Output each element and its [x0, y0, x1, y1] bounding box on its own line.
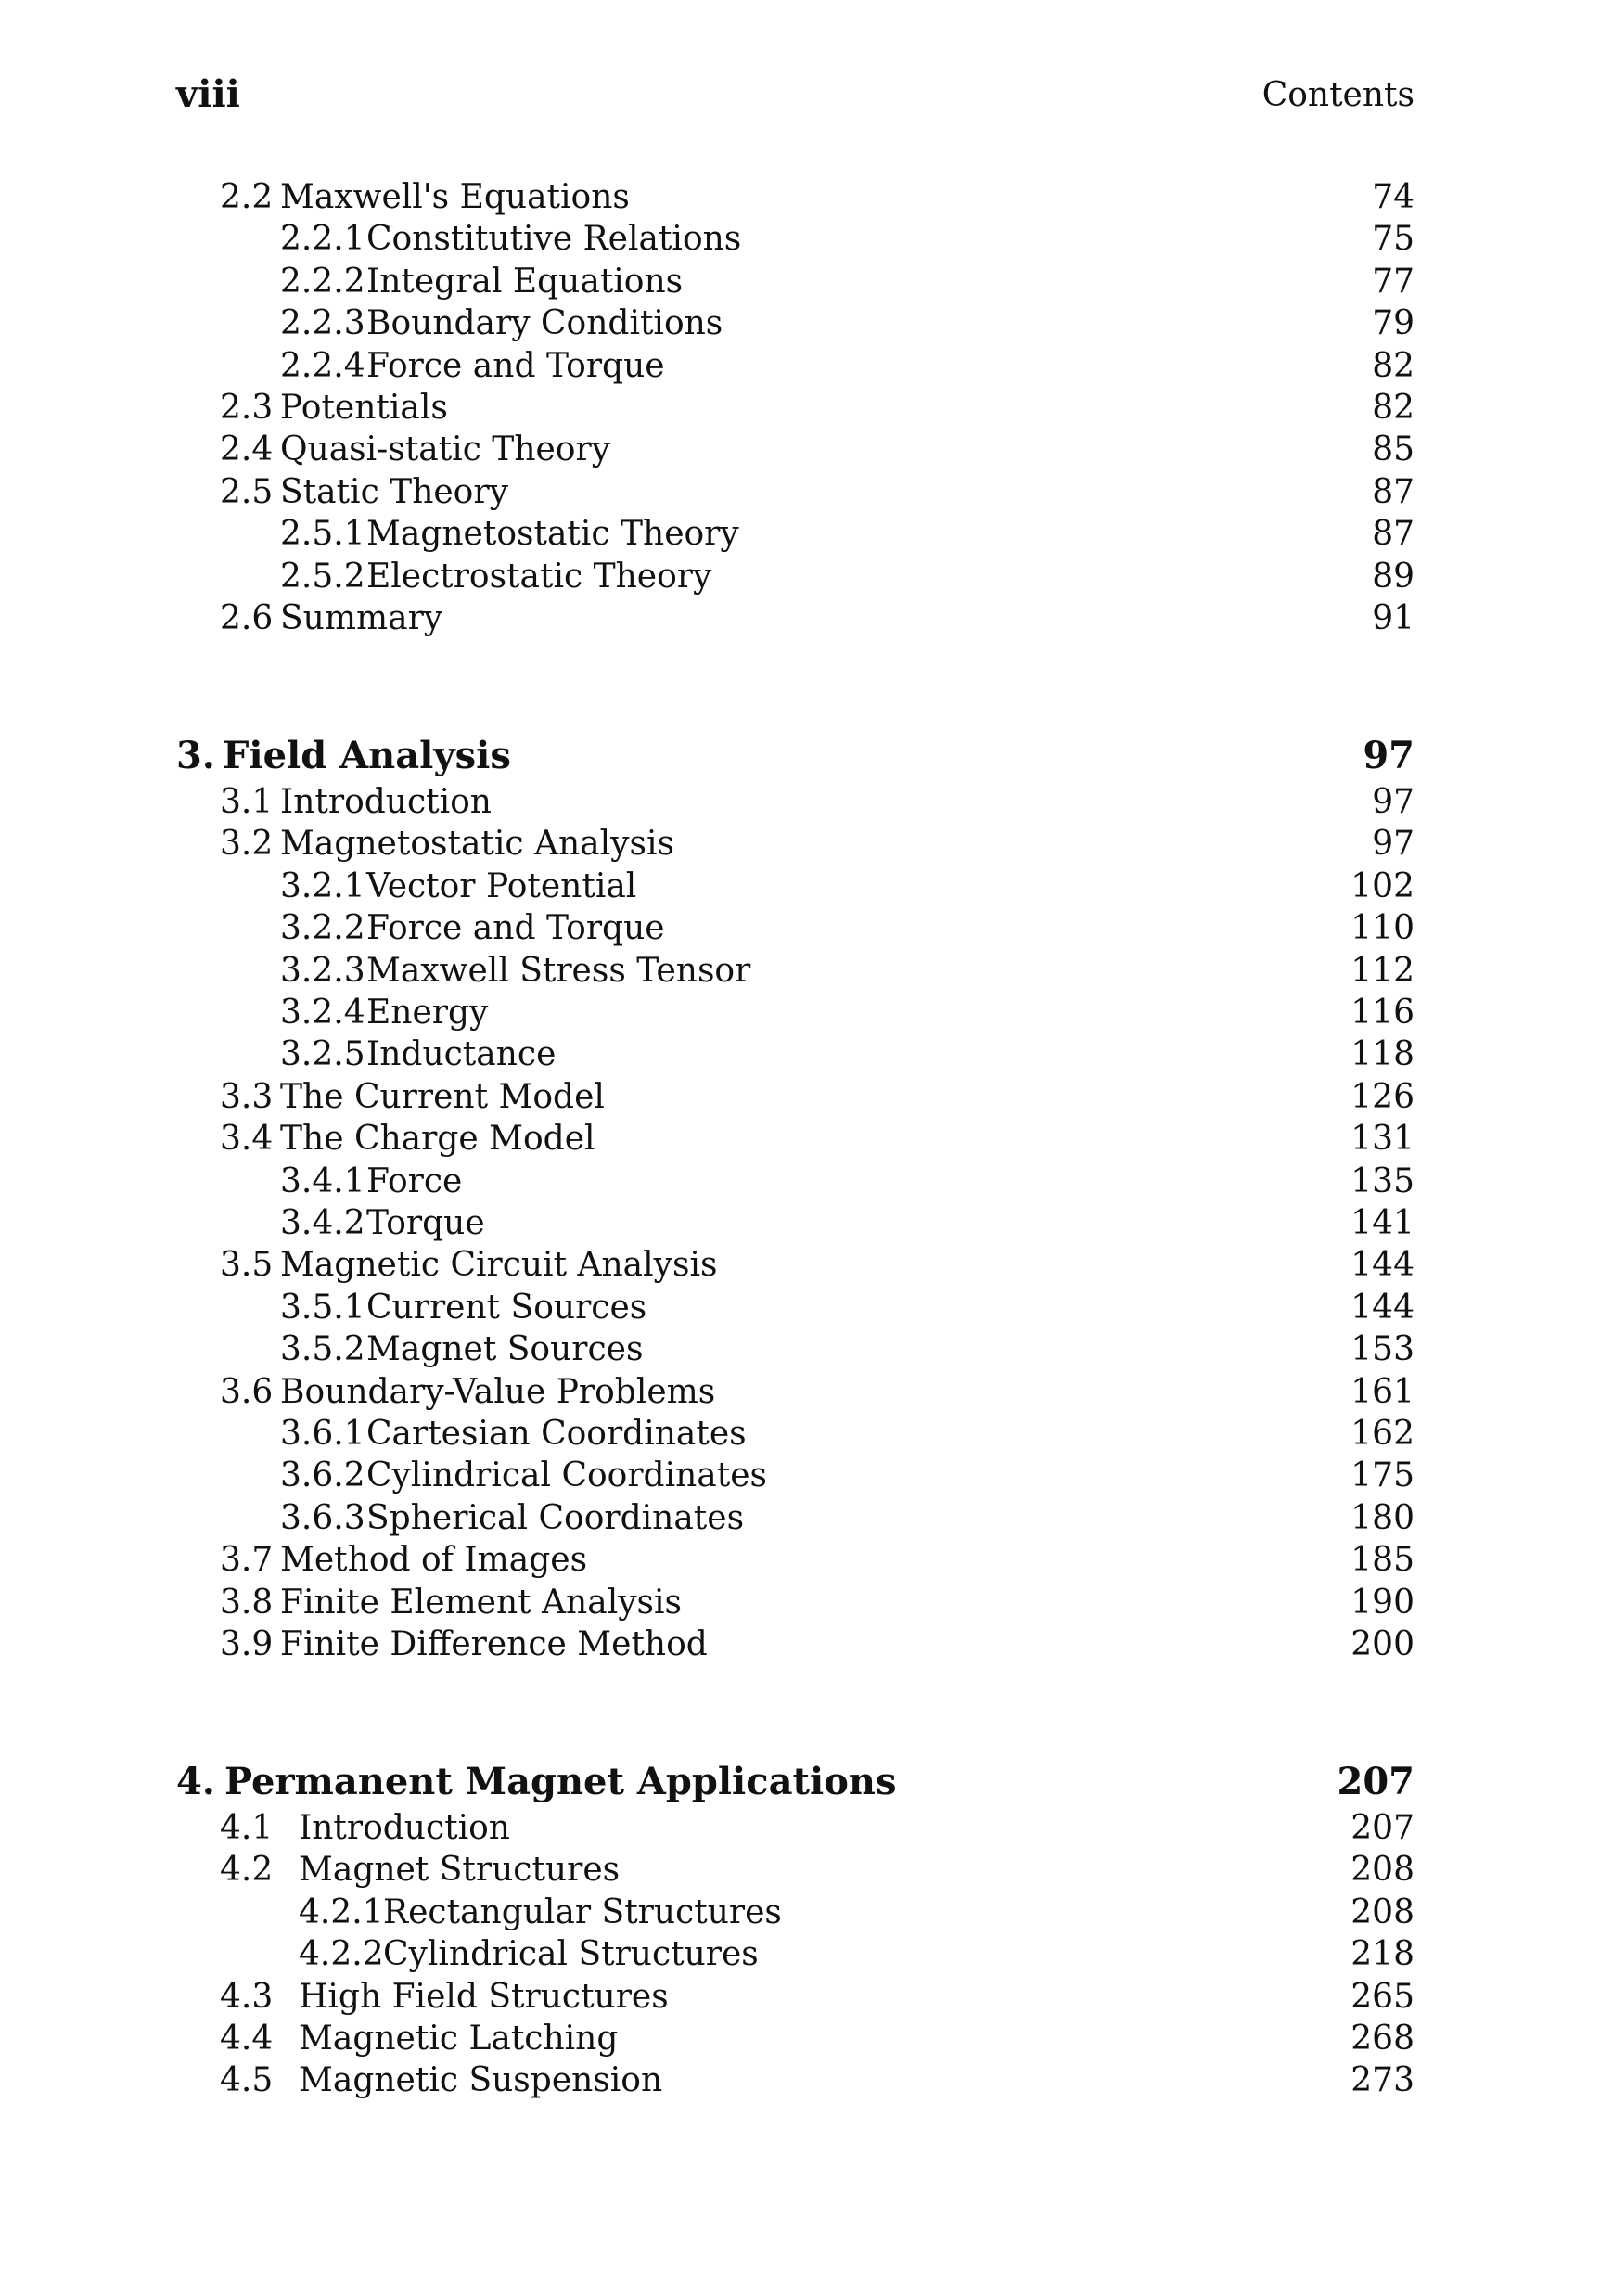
toc-entry-title: Force [366, 1161, 463, 1200]
toc-entry-title: Magnetostatic Theory [366, 515, 739, 554]
toc-chapter-heading[interactable] [0, 735, 1600, 777]
toc-entry[interactable] [0, 1076, 1600, 1119]
toc-entry-title: Cartesian Coordinates [366, 1415, 747, 1453]
toc-entry-title: Summary [280, 599, 443, 637]
toc-entry-number: 3.6.3 [280, 1498, 365, 1537]
toc-entry[interactable] [0, 950, 1600, 993]
toc-entry-number: 3.5.2 [280, 1330, 365, 1369]
toc-entry-page: 268 [1350, 2020, 1414, 2058]
toc-entry[interactable] [0, 992, 1600, 1034]
toc-entry-number: 3.2 [220, 825, 274, 864]
toc-entry-number: 3.6.2 [280, 1456, 365, 1495]
toc-entry-page: 75 [1372, 220, 1414, 259]
toc-entry[interactable] [0, 302, 1600, 345]
toc-entry-number: 3.2.1 [280, 866, 365, 905]
toc-entry-page: 89 [1372, 557, 1414, 596]
toc-entry-number: 3. [176, 734, 215, 777]
toc-entry-page: 97 [1363, 734, 1414, 777]
toc-entry-number: 4.2 [220, 1851, 274, 1890]
toc-entry-title: Finite Difference Method [280, 1625, 708, 1663]
toc-entry[interactable] [0, 597, 1600, 640]
toc-entry-page: 91 [1372, 599, 1414, 637]
toc-entry[interactable] [0, 1497, 1600, 1540]
running-title: Contents [1261, 76, 1414, 114]
toc-entry-page: 207 [1337, 1760, 1414, 1803]
toc-entry-title: Maxwell's Equations [280, 178, 630, 216]
toc-entry-number: 4.1 [220, 1809, 274, 1847]
toc-entry-title: Boundary Conditions [366, 304, 723, 343]
toc-entry-page: 82 [1372, 389, 1414, 427]
toc-entry-page: 273 [1350, 2061, 1414, 2100]
toc-entry-page: 110 [1350, 909, 1414, 948]
toc-entry-number: 3.4 [220, 1120, 274, 1159]
toc-entry-number: 2.2.1 [280, 220, 365, 259]
toc-entry-title: Magnetic Circuit Analysis [280, 1246, 718, 1285]
toc-entry-number: 2.2.4 [280, 346, 365, 385]
toc-entry-title: Inductance [366, 1035, 557, 1074]
toc-entry-number: 2.5.2 [280, 557, 365, 596]
toc-entry-page: 208 [1350, 1892, 1414, 1931]
toc-entry[interactable] [0, 1244, 1600, 1287]
toc-entry-number: 2.2.2 [280, 262, 365, 301]
toc-entry[interactable] [0, 781, 1600, 824]
toc-entry[interactable] [0, 1976, 1600, 2019]
toc-entry-page: 118 [1350, 1035, 1414, 1074]
toc-entry[interactable] [0, 1328, 1600, 1371]
toc-entry-page: 218 [1350, 1935, 1414, 1974]
toc-entry-page: 131 [1350, 1120, 1414, 1159]
toc-entry-page: 265 [1350, 1977, 1414, 2016]
toc-entry-number: 3.2.2 [280, 909, 365, 948]
toc-entry-title: Cylindrical Coordinates [366, 1456, 767, 1495]
toc-entry-title: Magnetic Latching [299, 2020, 619, 2058]
toc-entry[interactable] [0, 1455, 1600, 1497]
toc-entry[interactable] [0, 556, 1600, 598]
toc-entry[interactable] [0, 1371, 1600, 1414]
toc-entry-page: 144 [1350, 1288, 1414, 1327]
toc-entry[interactable] [0, 1033, 1600, 1076]
toc-entry-page: 85 [1372, 430, 1414, 469]
toc-entry[interactable] [0, 1202, 1600, 1245]
toc-entry[interactable] [0, 1118, 1600, 1161]
toc-entry-page: 190 [1350, 1583, 1414, 1622]
toc-entry-page: 175 [1350, 1456, 1414, 1495]
toc-entry-number: 3.9 [220, 1625, 274, 1663]
toc-entry-title: Vector Potential [366, 866, 637, 905]
toc-entry-title: High Field Structures [299, 1977, 669, 2016]
toc-entry-number: 3.2.5 [280, 1035, 365, 1074]
toc-entry[interactable] [0, 907, 1600, 950]
toc-entry-page: 153 [1350, 1330, 1414, 1369]
toc-entry-page: 208 [1350, 1851, 1414, 1890]
toc-entry[interactable] [0, 823, 1600, 866]
toc-entry-number: 3.6.1 [280, 1415, 365, 1453]
toc-entry-number: 4. [176, 1760, 215, 1803]
toc-entry[interactable] [0, 1807, 1600, 1850]
toc-entry-number: 3.8 [220, 1583, 274, 1622]
toc-entry-page: 102 [1350, 866, 1414, 905]
toc-entry-number: 3.5 [220, 1246, 274, 1285]
toc-entry-number: 3.2.3 [280, 951, 365, 990]
toc-entry-title: Introduction [280, 783, 492, 821]
toc-entry-title: Method of Images [280, 1541, 588, 1580]
toc-entry-number: 3.2.4 [280, 994, 365, 1032]
toc-entry-title: Magnetostatic Analysis [280, 825, 674, 864]
toc-entry-title: Quasi-static Theory [280, 430, 611, 469]
toc-entry-title: Field Analysis [223, 734, 511, 777]
toc-entry-page: 87 [1372, 515, 1414, 554]
toc-entry-number: 2.4 [220, 430, 274, 469]
toc-entry-number: 3.6 [220, 1372, 274, 1411]
toc-chapter-heading[interactable] [0, 1761, 1600, 1803]
toc-entry-title: Integral Equations [366, 262, 684, 301]
toc-entry-title: Static Theory [280, 472, 508, 511]
toc-entry-title: Spherical Coordinates [366, 1498, 745, 1537]
toc-entry-title: Magnet Structures [299, 1851, 621, 1890]
toc-entry-title: Force and Torque [366, 909, 665, 948]
toc-entry[interactable] [0, 176, 1600, 219]
toc-entry-page: 112 [1350, 951, 1414, 990]
toc-entry-page: 180 [1350, 1498, 1414, 1537]
toc-entry[interactable] [0, 866, 1600, 908]
toc-entry[interactable] [0, 218, 1600, 261]
toc-entry-title: Potentials [280, 389, 448, 427]
toc-entry-title: Maxwell Stress Tensor [366, 951, 751, 990]
toc-entry-number: 3.5.1 [280, 1288, 365, 1327]
toc-entry[interactable] [0, 1413, 1600, 1456]
toc-entry[interactable] [0, 513, 1600, 556]
toc-entry[interactable] [0, 345, 1600, 388]
toc-entry[interactable] [0, 1161, 1600, 1203]
toc-entry-page: 79 [1372, 304, 1414, 343]
page-number: viii [176, 72, 240, 116]
toc-entry-page: 97 [1372, 825, 1414, 864]
toc-entry[interactable] [0, 1287, 1600, 1329]
toc-entry-number: 2.2.3 [280, 304, 365, 343]
toc-entry-page: 135 [1350, 1161, 1414, 1200]
toc-entry-page: 162 [1350, 1415, 1414, 1453]
toc-entry-title: Force and Torque [366, 346, 665, 385]
toc-entry-title: The Charge Model [280, 1120, 595, 1159]
toc-entry-title: Permanent Magnet Applications [224, 1760, 897, 1803]
toc-entry-number: 3.1 [220, 783, 274, 821]
toc-entry[interactable] [0, 1539, 1600, 1582]
toc-entry-number: 3.4.1 [280, 1161, 365, 1200]
toc-entry-title: Constitutive Relations [366, 220, 742, 259]
toc-entry[interactable] [0, 471, 1600, 514]
toc-entry[interactable] [0, 261, 1600, 303]
toc-entry-page: 87 [1372, 472, 1414, 511]
toc-entry-page: 126 [1350, 1077, 1414, 1116]
toc-entry-title: Finite Element Analysis [280, 1583, 683, 1622]
toc-entry-page: 77 [1372, 262, 1414, 301]
toc-entry-number: 4.4 [220, 2020, 274, 2058]
toc-entry[interactable] [0, 1582, 1600, 1624]
toc-entry-title: Electrostatic Theory [366, 557, 712, 596]
toc-entry-number: 2.5.1 [280, 515, 365, 554]
toc-entry-title: Current Sources [366, 1288, 647, 1327]
toc-entry-title: Rectangular Structures [383, 1892, 782, 1931]
toc-entry[interactable] [0, 1933, 1600, 1976]
toc-entry-number: 3.4.2 [280, 1204, 365, 1242]
toc-entry-page: 161 [1350, 1372, 1414, 1411]
toc-entry-page: 185 [1350, 1541, 1414, 1580]
toc-entry-page: 144 [1350, 1246, 1414, 1285]
toc-entry-title: Energy [366, 994, 489, 1032]
toc-entry[interactable] [0, 1623, 1600, 1666]
toc-entry-title: Magnet Sources [366, 1330, 644, 1369]
toc-entry-page: 141 [1350, 1204, 1414, 1242]
toc-entry-page: 82 [1372, 346, 1414, 385]
toc-entry-page: 200 [1350, 1625, 1414, 1663]
toc-entry-number: 2.5 [220, 472, 274, 511]
toc-entry-number: 4.3 [220, 1977, 274, 2016]
toc-entry-number: 2.3 [220, 389, 274, 427]
toc-entry-page: 97 [1372, 783, 1414, 821]
toc-entry-number: 4.2.1 [299, 1892, 384, 1931]
toc-entry-title: Cylindrical Structures [383, 1935, 759, 1974]
toc-entry[interactable] [0, 2018, 1600, 2060]
toc-entry-title: Magnetic Suspension [299, 2061, 663, 2100]
toc-entry-number: 3.3 [220, 1077, 274, 1116]
toc-entry-title: Torque [366, 1204, 485, 1242]
toc-entry[interactable] [0, 1892, 1600, 1934]
toc-entry[interactable] [0, 387, 1600, 430]
toc-entry[interactable] [0, 2059, 1600, 2102]
toc-entry-number: 4.5 [220, 2061, 274, 2100]
toc-entry-number: 3.7 [220, 1541, 274, 1580]
toc-entry-page: 74 [1372, 178, 1414, 216]
toc-entry-title: The Current Model [280, 1077, 605, 1116]
toc-entry-number: 4.2.2 [299, 1935, 384, 1974]
toc-entry-page: 207 [1350, 1809, 1414, 1847]
toc-entry[interactable] [0, 1849, 1600, 1892]
toc-entry[interactable] [0, 429, 1600, 471]
toc-entry-title: Boundary-Value Problems [280, 1372, 716, 1411]
toc-entry-number: 2.6 [220, 599, 274, 637]
toc-entry-number: 2.2 [220, 178, 274, 216]
toc-entry-page: 116 [1350, 994, 1414, 1032]
toc-entry-title: Introduction [299, 1809, 510, 1847]
